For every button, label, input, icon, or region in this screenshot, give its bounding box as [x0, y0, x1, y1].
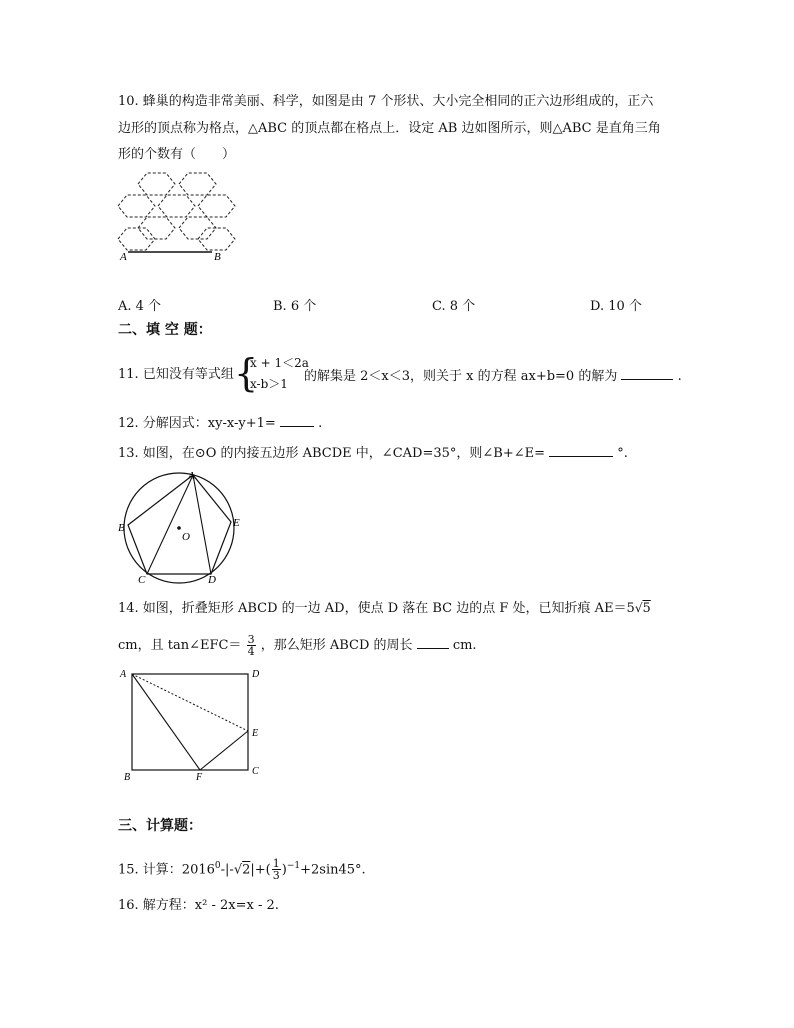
q12-answer-blank[interactable] — [280, 414, 314, 427]
q11-num: 11. — [118, 367, 139, 382]
q14-sqrt-arg: 5 — [642, 601, 651, 616]
label-a: A — [120, 251, 127, 263]
q10-line1: 10. 蜂巢的构造非常美丽、科学，如图是由 7 个形状、大小完全相同的正六边形组成的，正六 — [118, 94, 654, 109]
label-a: A — [120, 669, 127, 680]
q15-mid: -|- — [220, 862, 234, 878]
q14-line2-pre: cm，且 tan∠EFC＝ — [118, 638, 242, 653]
circle-pentagon-figure — [114, 470, 254, 586]
q15-fraction: $\frac{1}{3}$ — [272, 857, 280, 883]
q11-pre: 已知没有等式组 — [142, 367, 234, 382]
label-b: B — [118, 522, 125, 534]
label-e: E — [233, 517, 240, 529]
q14-line2-end: cm. — [452, 638, 477, 653]
q14-line2-post: ，那么矩形 ABCD 的周长 — [260, 638, 413, 653]
label-b: B — [124, 772, 131, 783]
label-o: O — [182, 531, 190, 543]
label-d: D — [208, 574, 216, 586]
q11-post: 的解集是 2＜x＜3，则关于 x 的方程 ax+b=0 的解为 — [304, 369, 618, 384]
label-c: C — [252, 766, 259, 777]
q16-line: 16. 解方程：x² - 2x=x - 2. — [118, 898, 279, 913]
option-a: A. 4 个 — [118, 299, 162, 314]
crease-ae — [132, 674, 248, 731]
q15-sqrt-arg: 2 — [242, 862, 251, 878]
q13-text: 13. 如图，在⊙O 的内接五边形 ABCDE 中，∠CAD=35°，则∠B+∠E= — [118, 446, 545, 461]
q11-ineq2: x-b＞1 — [250, 377, 288, 391]
section3-title: 三、计算题： — [118, 818, 202, 834]
label-e: E — [252, 728, 259, 739]
q11-brace: { — [234, 351, 259, 395]
q15-sup-neg1: −1 — [286, 861, 301, 871]
q10-line2: 边形的顶点称为格点，△ABC 的顶点都在格点上．设定 AB 边如图所示，则△ABC 是直角三角 — [118, 121, 661, 136]
option-d: D. 10 个 — [590, 299, 642, 314]
q15-close: ) — [281, 862, 287, 878]
segment-af — [132, 674, 200, 770]
q15-sup0: 0 — [214, 861, 221, 871]
segment-fe — [200, 731, 248, 770]
segment-ac — [147, 475, 193, 574]
option-c: C. 8 个 — [432, 299, 476, 314]
q15-bar: |+( — [250, 862, 271, 878]
option-b: B. 6 个 — [273, 299, 317, 314]
honeycomb-figure — [110, 168, 240, 288]
q14-fraction: $\frac{3}{4}$ — [247, 633, 255, 658]
q15-pre: 15. 计算：2016 — [118, 862, 215, 878]
q11-label — [118, 367, 234, 383]
q14-line1: 14. 如图，折叠矩形 ABCD 的一边 AD，使点 D 落在 BC 边的点 F 处，已知折痕 AE＝5√5 — [118, 601, 651, 616]
q12-text: 12. 分解因式：xy-x-y+1= — [118, 416, 276, 431]
rectangle-fold-figure — [116, 664, 276, 784]
q15-line: 15. 计算：$2016^0-|-√2|+$( $\frac{1}{3}$ )$^{-1}$+2sin45°. — [118, 857, 366, 883]
section2-title: 二、填 空 题： — [118, 322, 212, 338]
q15-post: +2sin45°. — [300, 862, 366, 878]
q13-line — [118, 444, 628, 462]
q11-post-wrap — [304, 367, 682, 385]
q14-answer-blank[interactable] — [417, 636, 449, 649]
label-c: C — [138, 574, 146, 586]
q14-line2 — [118, 634, 477, 657]
q13-answer-blank[interactable] — [549, 444, 613, 457]
q12-line — [118, 414, 322, 432]
q10-line3: 形的个数有（ ） — [118, 147, 236, 162]
label-a: A — [188, 470, 195, 482]
q11-answer-blank[interactable] — [621, 367, 673, 380]
label-d: D — [252, 669, 260, 680]
center-point — [177, 526, 181, 530]
q11-end: . — [677, 369, 682, 384]
pentagon-abcde — [128, 475, 231, 574]
label-f: F — [196, 772, 203, 783]
label-b: B — [214, 251, 221, 263]
segment-ad — [193, 475, 211, 574]
q11-ineq1: x + 1＜2a — [250, 356, 309, 370]
q12-end: . — [318, 416, 323, 431]
q13-end: °. — [617, 446, 628, 461]
q14-line1-text: 14. 如图，折叠矩形 ABCD 的一边 AD，使点 D 落在 BC 边的点 F 处，已知折痕 AE＝5 — [118, 601, 635, 616]
